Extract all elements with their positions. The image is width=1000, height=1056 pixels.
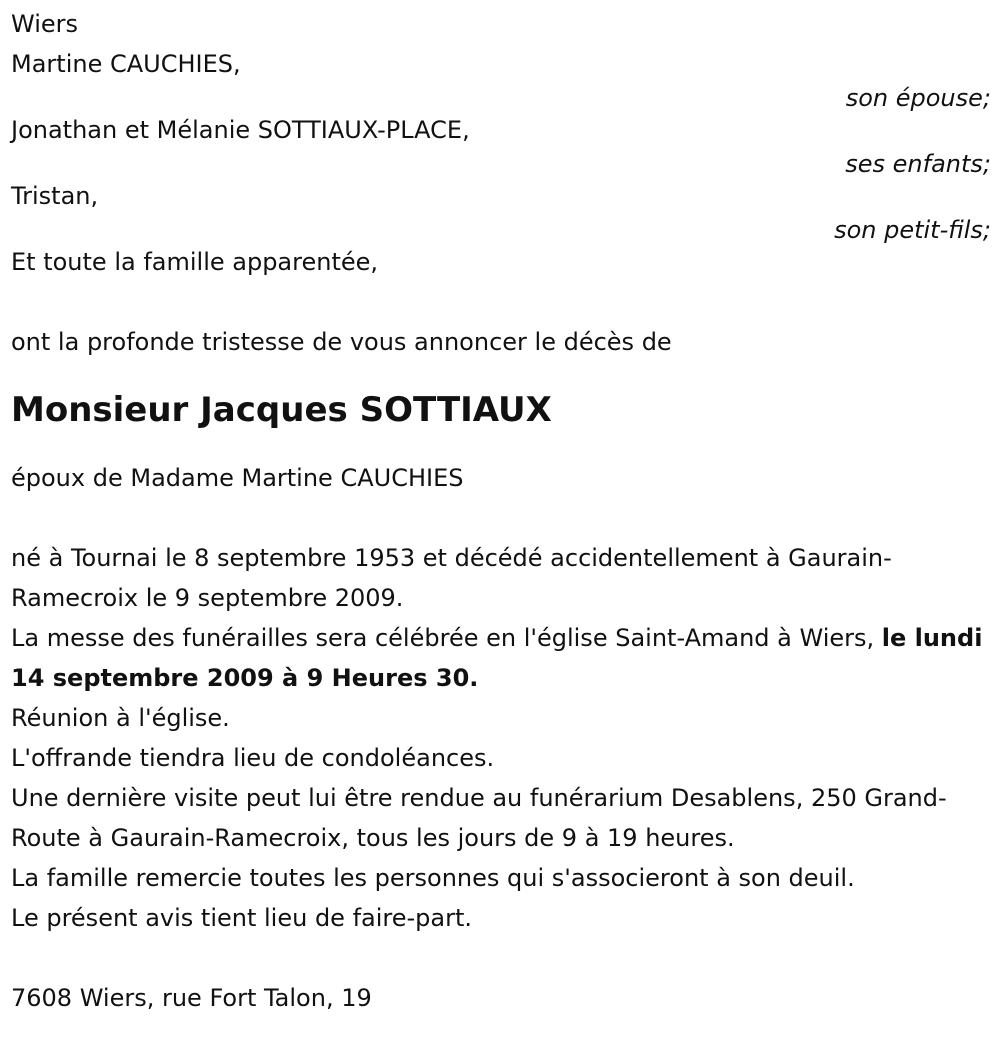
offering-info: L'offrande tiendra lieu de condoléances.: [11, 744, 495, 772]
birth-death-info: né à Tournai le 8 septembre 1953 et décédé accidentellement à Gaurain-Ramecroix le 9 septembre 2009.: [11, 544, 892, 612]
visit-info: Une dernière visite peut lui être rendue au funérarium Desablens, 250 Grand-Route à Gaurain-Ramecroix, tous les jours de 9 à 19 heures.: [11, 784, 947, 852]
thanks-info: La famille remercie toutes les personnes qui s'associeront à son deuil.: [11, 864, 855, 892]
deceased-name: Monsieur Jacques SOTTIAUX: [11, 390, 552, 430]
mass-text: La messe des funérailles sera célébrée en l'église Saint-Amand à Wiers,: [11, 624, 882, 652]
meeting-info: Réunion à l'église.: [11, 704, 230, 732]
family-member-name: Martine CAUCHIES,: [11, 50, 241, 78]
family-member-role: son épouse;: [845, 84, 991, 112]
obituary-content: [11, 4, 991, 1018]
family-member-role: son petit-fils;: [834, 216, 991, 244]
spouse-line: époux de Madame Martine CAUCHIES: [11, 464, 464, 492]
mass-info: [11, 618, 991, 698]
mass-date: le lundi 14 septembre 2009 à 9 Heures 30.: [11, 624, 983, 692]
family-member-name: Jonathan et Mélanie SOTTIAUX-PLACE,: [11, 116, 470, 144]
location: Wiers: [11, 10, 79, 38]
family-address: 7608 Wiers, rue Fort Talon, 19: [11, 984, 372, 1012]
extended-family: Et toute la famille apparentée,: [11, 248, 379, 276]
announcement: ont la profonde tristesse de vous annoncer le décès de: [11, 328, 672, 356]
notice-info: Le présent avis tient lieu de faire-part.: [11, 904, 473, 932]
family-member-role: ses enfants;: [845, 150, 991, 178]
family-member-name: Tristan,: [11, 182, 99, 210]
